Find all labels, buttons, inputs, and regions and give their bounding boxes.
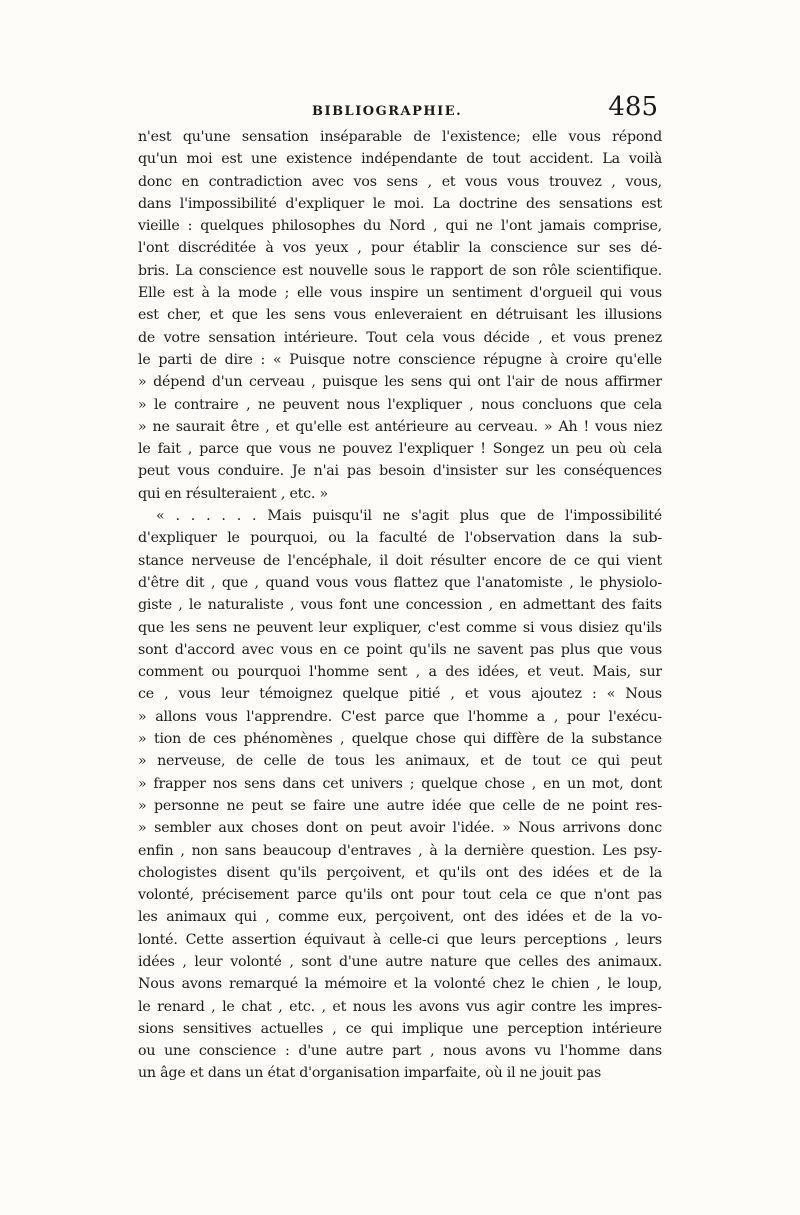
text-line: de votre sensation intérieure. Tout cela vous décide , et vous prenez: [138, 329, 662, 346]
text-line: les animaux qui , comme eux, perçoivent, ont des idées et de la vo-: [138, 909, 662, 926]
text-line: Nous avons remarqué la mémoire et la volonté chez le chien , le loup,: [138, 976, 662, 993]
text-line: d'expliquer le pourquoi, ou la faculté de l'observation dans la sub-: [138, 530, 662, 547]
text-line: » le contraire , ne peuvent nous l'expliquer , nous concluons que cela: [138, 396, 662, 413]
text-line: ou une conscience : d'une autre part , nous avons vu l'homme dans: [138, 1043, 662, 1060]
text-line: un âge et dans un état d'organisation imparfaite, où il ne jouit pas: [138, 1065, 602, 1082]
text-line: qui en résulteraient , etc. »: [138, 485, 329, 502]
text-line: le renard , le chat , etc. , et nous les avons vus agir contre les impres-: [138, 998, 662, 1015]
text-line: » sembler aux choses dont on peut avoir l'idée. » Nous arrivons donc: [138, 820, 662, 837]
text-line: d'être dit , que , quand vous vous flattez que l'anatomiste , le physiolo-: [138, 574, 662, 591]
text-line: » tion de ces phénomènes , quelque chose qui diffère de la substance: [138, 731, 662, 748]
text-line: chologistes disent qu'ils perçoivent, et qu'ils ont des idées et de la: [138, 864, 662, 881]
text-line: dans l'impossibilité d'expliquer le moi. La doctrine des sensations est: [138, 195, 662, 212]
text-line: idées , leur volonté , sont d'une autre nature que celles des animaux.: [138, 953, 662, 970]
text-line: sont d'accord avec vous en ce point qu'ils ne savent pas plus que vous: [138, 641, 662, 658]
text-line: giste , le naturaliste , vous font une concession , en admettant des faits: [138, 597, 662, 614]
text-line: qu'un moi est une existence indépendante de tout accident. La voilà: [138, 151, 662, 168]
text-line: donc en contradiction avec vos sens , et vous vous trouvez , vous,: [138, 173, 662, 190]
text-line: « . . . . . . Mais puisqu'il ne s'agit plus que de l'impossibilité: [156, 508, 662, 525]
text-line: n'est qu'une sensation inséparable de l'existence; elle vous répond: [138, 129, 662, 145]
text-line: » ne saurait être , et qu'elle est antérieure au cerveau. » Ah ! vous niez: [138, 418, 662, 435]
text-line: Elle est à la mode ; elle vous inspire un sentiment d'orgueil qui vous: [138, 285, 662, 302]
text-line: le parti de dire : « Puisque notre conscience répugne à croire qu'elle: [138, 351, 662, 368]
page-number: 485: [608, 92, 658, 122]
text-line: volonté, précisement parce qu'ils ont pour tout cela ce que n'ont pas: [138, 887, 662, 904]
text-line: » nerveuse, de celle de tous les animaux, et de tout ce qui peut: [138, 753, 662, 770]
text-line: » frapper nos sens dans cet univers ; quelque chose , en un mot, dont: [138, 775, 662, 792]
text-line: sions sensitives actuelles , ce qui implique une perception intérieure: [138, 1020, 662, 1037]
text-line: enfin , non sans beaucoup d'entraves , à la dernière question. Les psy-: [138, 842, 662, 859]
text-line: » allons vous l'apprendre. C'est parce que l'homme a , pour l'exécu-: [138, 708, 662, 725]
text-line: bris. La conscience est nouvelle sous le rapport de son rôle scientifique.: [138, 262, 662, 279]
text-line: » dépend d'un cerveau , puisque les sens qui ont l'air de nous affirmer: [138, 374, 662, 391]
text-line: lonté. Cette assertion équivaut à celle-ci que leurs perceptions , leurs: [138, 931, 662, 948]
text-line: comment ou pourquoi l'homme sent , a des idées, et veut. Mais, sur: [138, 664, 662, 681]
text-line: vieille : quelques philosophes du Nord , qui ne l'ont jamais comprise,: [138, 218, 662, 235]
text-line: ce , vous leur témoignez quelque pitié , et vous ajoutez : « Nous: [138, 686, 662, 703]
body-text: [138, 126, 662, 1085]
text-line: le fait , parce que vous ne pouvez l'expliquer ! Songez un peu où cela: [138, 441, 662, 458]
text-line: » personne ne peut se faire une autre idée que celle de ne point res-: [138, 797, 662, 814]
running-title: BIBLIOGRAPHIE.: [312, 104, 463, 119]
text-line: l'ont discréditée à vos yeux , pour établir la conscience sur ses dé-: [138, 240, 662, 257]
text-line: que les sens ne peuvent leur expliquer, c'est comme si vous disiez qu'ils: [138, 619, 662, 636]
text-line: peut vous conduire. Je n'ai pas besoin d'insister sur les conséquences: [138, 463, 662, 480]
text-line: est cher, et que les sens vous enleveraient en détruisant les illusions: [138, 307, 662, 324]
text-line: stance nerveuse de l'encéphale, il doit résulter encore de ce qui vient: [138, 552, 662, 569]
running-head: [140, 92, 660, 126]
